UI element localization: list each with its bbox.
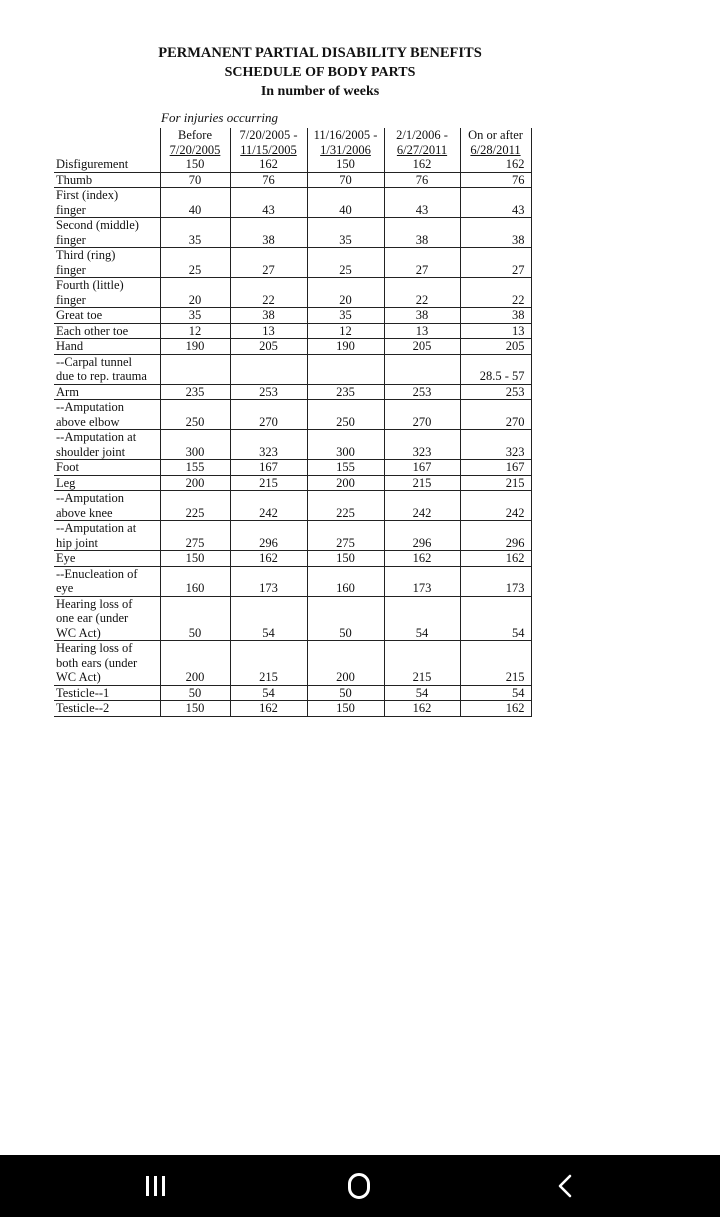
row-label-line: WC Act) — [56, 625, 101, 640]
table-row — [54, 685, 531, 701]
table-cell: 20 — [160, 278, 230, 308]
table-cell: 25 — [160, 248, 230, 278]
table-cell: 150 — [307, 157, 384, 172]
row-label — [54, 430, 160, 460]
row-label — [54, 566, 160, 596]
row-label — [54, 551, 160, 567]
table-cell: 167 — [230, 460, 307, 476]
row-label-line: First (index) — [56, 188, 119, 202]
table-cell: 54 — [384, 596, 460, 641]
row-label-line: both ears (under — [56, 655, 138, 670]
row-label-line: Eye — [56, 551, 76, 565]
table-cell: 50 — [160, 596, 230, 641]
table-cell: 160 — [307, 566, 384, 596]
row-label-line: --Amputation — [56, 491, 125, 505]
row-label — [54, 685, 160, 701]
table-cell: 38 — [384, 308, 460, 324]
row-label-line: Third (ring) — [56, 248, 116, 262]
table-cell: 54 — [460, 685, 531, 701]
table-cell: 35 — [307, 308, 384, 324]
table-row — [54, 400, 531, 430]
table-row — [54, 354, 531, 384]
table-cell: 242 — [460, 491, 531, 521]
table-cell: 162 — [460, 701, 531, 717]
row-label-line: Great toe — [56, 308, 103, 322]
table-cell: 12 — [307, 323, 384, 339]
row-label-line: Foot — [56, 460, 79, 474]
table-cell: 173 — [384, 566, 460, 596]
table-row — [54, 308, 531, 324]
table-cell: 275 — [160, 521, 230, 551]
column-header: 7/20/2005 - 11/15/2005 — [230, 128, 307, 157]
row-label — [54, 172, 160, 188]
table-cell: 27 — [460, 248, 531, 278]
row-label-line: --Enucleation of — [56, 566, 138, 581]
table-cell: 253 — [460, 384, 531, 400]
table-cell: 50 — [160, 685, 230, 701]
unit-line: In number of weeks — [260, 84, 380, 99]
table-cell: 300 — [307, 430, 384, 460]
table-cell: 43 — [460, 188, 531, 218]
row-label-line: Arm — [56, 384, 79, 399]
table-cell: 215 — [230, 475, 307, 491]
table-cell: 54 — [230, 685, 307, 701]
intro-text: For injuries occurring — [161, 110, 278, 125]
row-label-line: finger — [56, 232, 86, 247]
table-cell: 27 — [230, 248, 307, 278]
recent-apps-button[interactable] — [110, 1155, 200, 1217]
row-label — [54, 354, 160, 384]
row-label — [54, 596, 160, 641]
table-cell — [230, 354, 307, 384]
table-cell: 215 — [460, 475, 531, 491]
row-label-line: Fourth (little) — [56, 278, 124, 292]
table-cell: 38 — [460, 308, 531, 324]
column-header-row — [54, 128, 531, 157]
table-row — [54, 701, 531, 717]
table-cell: 70 — [307, 172, 384, 188]
table-row — [54, 278, 531, 308]
table-cell: 13 — [384, 323, 460, 339]
table-cell: 54 — [230, 596, 307, 641]
table-cell: 70 — [160, 172, 230, 188]
table-cell: 200 — [160, 641, 230, 686]
table-cell: 22 — [230, 278, 307, 308]
table-cell: 150 — [307, 551, 384, 567]
table-cell: 225 — [160, 491, 230, 521]
schedule-body — [54, 157, 531, 716]
row-label-line: one ear (under — [56, 611, 129, 625]
row-label — [54, 248, 160, 278]
table-cell: 323 — [230, 430, 307, 460]
table-cell: 173 — [460, 566, 531, 596]
column-header: On or after 6/28/2011 — [460, 128, 531, 157]
row-label-line: WC Act) — [56, 670, 101, 684]
table-cell: 40 — [307, 188, 384, 218]
table-cell — [384, 354, 460, 384]
back-icon — [555, 1173, 575, 1199]
table-cell: 150 — [160, 157, 230, 172]
table-row — [54, 460, 531, 476]
table-cell: 76 — [230, 172, 307, 188]
table-cell: 173 — [230, 566, 307, 596]
table-cell: 27 — [384, 248, 460, 278]
row-label-line: Hearing loss of — [56, 641, 133, 655]
system-navigation-bar — [0, 1155, 720, 1217]
table-cell: 323 — [460, 430, 531, 460]
table-cell: 242 — [230, 491, 307, 521]
table-cell: 38 — [230, 218, 307, 248]
table-cell: 162 — [384, 157, 460, 172]
table-row — [54, 430, 531, 460]
table-cell: 35 — [307, 218, 384, 248]
row-label — [54, 157, 160, 172]
table-cell: 296 — [384, 521, 460, 551]
table-cell: 43 — [384, 188, 460, 218]
table-cell: 162 — [384, 551, 460, 567]
table-row — [54, 248, 531, 278]
table-cell: 38 — [460, 218, 531, 248]
table-row — [54, 323, 531, 339]
table-cell: 200 — [307, 641, 384, 686]
table-cell: 300 — [160, 430, 230, 460]
table-cell: 235 — [307, 384, 384, 400]
table-row — [54, 566, 531, 596]
recent-apps-icon — [146, 1176, 165, 1196]
row-label — [54, 460, 160, 476]
table-cell: 205 — [384, 339, 460, 355]
table-cell: 162 — [460, 157, 531, 172]
table-cell: 54 — [384, 685, 460, 701]
table-row — [54, 491, 531, 521]
table-cell: 190 — [160, 339, 230, 355]
table-row — [54, 218, 531, 248]
row-label — [54, 641, 160, 686]
table-cell: 25 — [307, 248, 384, 278]
table-cell: 250 — [307, 400, 384, 430]
table-cell: 270 — [460, 400, 531, 430]
table-cell: 38 — [230, 308, 307, 324]
table-cell: 167 — [460, 460, 531, 476]
table-cell: 205 — [460, 339, 531, 355]
table-cell: 200 — [307, 475, 384, 491]
document-subtitle: SCHEDULE OF BODY PARTS — [224, 65, 416, 80]
table-cell: 296 — [460, 521, 531, 551]
row-label-line: Testicle--1 — [56, 685, 110, 700]
table-row — [54, 172, 531, 188]
row-label — [54, 323, 160, 339]
table-cell: 253 — [230, 384, 307, 400]
document-header — [0, 44, 640, 101]
row-label — [54, 491, 160, 521]
document-title: PERMANENT PARTIAL DISABILITY BENEFITS — [158, 45, 482, 61]
table-cell: 296 — [230, 521, 307, 551]
row-label-line: eye — [56, 581, 74, 595]
row-label-line: Hand — [56, 339, 84, 353]
row-label-line: --Amputation at — [56, 430, 137, 444]
table-cell: 76 — [460, 172, 531, 188]
row-label-line: shoulder joint — [56, 444, 126, 459]
column-header: 11/16/2005 - 1/31/2006 — [307, 128, 384, 157]
table-cell: 162 — [384, 701, 460, 717]
row-label-line: finger — [56, 292, 86, 307]
table-cell: 22 — [384, 278, 460, 308]
row-label-line: --Amputation at — [56, 521, 137, 535]
table-row — [54, 339, 531, 355]
row-label-line: --Carpal tunnel — [56, 354, 133, 369]
table-cell: 323 — [384, 430, 460, 460]
table-cell: 215 — [384, 641, 460, 686]
row-label — [54, 475, 160, 491]
table-cell: 13 — [230, 323, 307, 339]
table-cell — [160, 354, 230, 384]
table-cell: 253 — [384, 384, 460, 400]
table-cell: 150 — [160, 701, 230, 717]
back-button[interactable] — [520, 1155, 610, 1217]
table-cell: 215 — [230, 641, 307, 686]
row-label — [54, 278, 160, 308]
row-label — [54, 384, 160, 400]
row-label — [54, 339, 160, 355]
table-cell: 225 — [307, 491, 384, 521]
table-cell: 35 — [160, 218, 230, 248]
row-label-line: finger — [56, 262, 86, 277]
row-label-line: above knee — [56, 505, 113, 520]
home-button[interactable] — [314, 1155, 404, 1217]
table-cell: 20 — [307, 278, 384, 308]
row-label-line: Disfigurement — [56, 157, 129, 171]
table-cell: 162 — [230, 551, 307, 567]
table-cell: 40 — [160, 188, 230, 218]
table-cell: 28.5 - 57 — [460, 354, 531, 384]
row-label-line: Leg — [56, 475, 76, 490]
table-cell: 167 — [384, 460, 460, 476]
table-cell: 160 — [160, 566, 230, 596]
table-cell: 270 — [384, 400, 460, 430]
table-cell: 162 — [230, 701, 307, 717]
table-cell: 250 — [160, 400, 230, 430]
table-row — [54, 551, 531, 567]
row-label-line: Thumb — [56, 172, 93, 187]
row-label — [54, 400, 160, 430]
row-label-line: Hearing loss of — [56, 596, 133, 611]
table-row — [54, 521, 531, 551]
table-row — [54, 384, 531, 400]
row-label-line: --Amputation — [56, 400, 125, 414]
table-cell: 162 — [230, 157, 307, 172]
row-label-line: finger — [56, 202, 86, 217]
row-label-line: Each other toe — [56, 323, 129, 338]
column-header-blank — [54, 128, 160, 157]
row-label — [54, 308, 160, 324]
schedule-table — [54, 128, 532, 717]
table-cell: 13 — [460, 323, 531, 339]
table-cell: 35 — [160, 308, 230, 324]
table-cell: 22 — [460, 278, 531, 308]
table-cell: 150 — [307, 701, 384, 717]
row-label — [54, 188, 160, 218]
table-cell: 50 — [307, 685, 384, 701]
table-cell: 150 — [160, 551, 230, 567]
table-cell: 200 — [160, 475, 230, 491]
table-cell: 215 — [384, 475, 460, 491]
row-label-line: Testicle--2 — [56, 701, 110, 715]
table-cell: 242 — [384, 491, 460, 521]
row-label-line: hip joint — [56, 535, 99, 550]
row-label — [54, 218, 160, 248]
table-cell: 155 — [307, 460, 384, 476]
table-row — [54, 641, 531, 686]
column-header: 2/1/2006 - 6/27/2011 — [384, 128, 460, 157]
table-cell: 235 — [160, 384, 230, 400]
table-row — [54, 475, 531, 491]
column-header: Before 7/20/2005 — [160, 128, 230, 157]
home-icon — [348, 1173, 370, 1199]
row-label — [54, 701, 160, 717]
table-cell: 43 — [230, 188, 307, 218]
table-cell: 50 — [307, 596, 384, 641]
table-cell: 275 — [307, 521, 384, 551]
table-cell: 190 — [307, 339, 384, 355]
table-cell: 205 — [230, 339, 307, 355]
table-cell: 54 — [460, 596, 531, 641]
table-cell: 76 — [384, 172, 460, 188]
row-label-line: due to rep. trauma — [56, 369, 147, 383]
table-row — [54, 188, 531, 218]
table-row — [54, 596, 531, 641]
row-label-line: Second (middle) — [56, 218, 139, 232]
table-cell — [307, 354, 384, 384]
table-cell: 38 — [384, 218, 460, 248]
table-cell: 162 — [460, 551, 531, 567]
table-cell: 12 — [160, 323, 230, 339]
table-cell: 155 — [160, 460, 230, 476]
table-cell: 215 — [460, 641, 531, 686]
row-label — [54, 521, 160, 551]
table-cell: 270 — [230, 400, 307, 430]
row-label-line: above elbow — [56, 414, 120, 429]
table-row — [54, 157, 531, 172]
